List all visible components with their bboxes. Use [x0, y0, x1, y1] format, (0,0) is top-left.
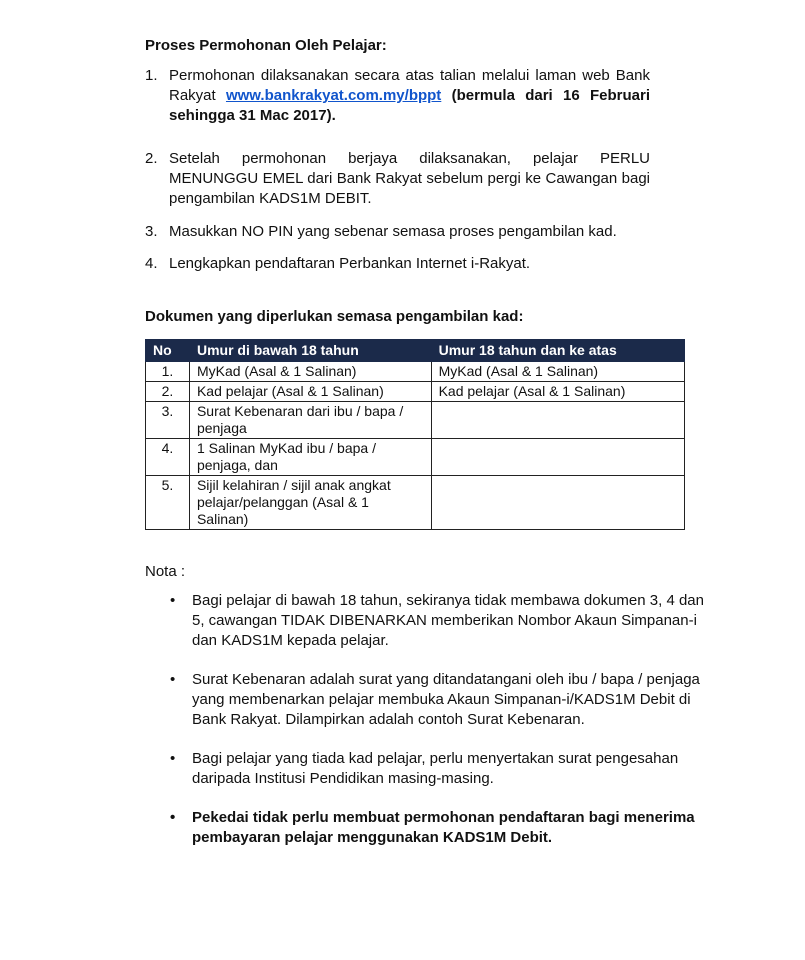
header-18-and-above: Umur 18 tahun dan ke atas	[431, 340, 684, 362]
process-steps-list	[145, 66, 650, 274]
list-item	[145, 66, 650, 126]
note-text: Pekedai tidak perlu membuat permohonan pendaftaran bagi menerima pembayaran pelajar menggunakan KADS1M Debit.	[192, 809, 695, 846]
header-under-18: Umur di bawah 18 tahun	[189, 340, 431, 362]
list-item	[145, 222, 650, 242]
step-number: 1.	[145, 67, 158, 84]
table-row	[146, 382, 685, 402]
table-row	[146, 362, 685, 382]
list-item	[145, 254, 650, 274]
cell-under-18: MyKad (Asal & 1 Salinan)	[189, 362, 431, 382]
bullet-icon: •	[170, 750, 176, 767]
step-text: Permohonan dilaksanakan secara atas talian melalui laman web Bank Rakyat	[169, 67, 650, 104]
cell-no: 5.	[146, 476, 190, 530]
cell-under-18: 1 Salinan MyKad ibu / bapa / penjaga, dan	[189, 439, 431, 476]
cell-under-18: Kad pelajar (Asal & 1 Salinan)	[189, 382, 431, 402]
cell-under-18: Sijil kelahiran / sijil anak angkat pelajar/pelanggan (Asal & 1 Salinan)	[189, 476, 431, 530]
header-no: No	[146, 340, 190, 362]
list-item	[170, 670, 715, 730]
cell-18-and-above	[431, 476, 684, 530]
step-text: Masukkan NO PIN yang sebenar semasa proses pengambilan kad.	[169, 223, 617, 240]
note-text: Bagi pelajar yang tiada kad pelajar, perlu menyertakan surat pengesahan daripada Institusi Pendidikan masing-masing.	[192, 750, 679, 787]
step-number: 4.	[145, 255, 158, 272]
table-row	[146, 439, 685, 476]
cell-18-and-above: MyKad (Asal & 1 Salinan)	[431, 362, 684, 382]
cell-no: 2.	[146, 382, 190, 402]
note-text: Surat Kebenaran adalah surat yang ditandatangani oleh ibu / bapa / penjaga yang membenarkan pelajar membuka Akaun Simpanan-i/KADS1M Debit di Bank Rakyat. Dilampirkan adalah contoh Surat Kebenaran.	[192, 671, 700, 728]
step-text: Setelah permohonan berjaya dilaksanakan, pelajar PERLU MENUNGGU EMEL dari Bank Rakyat sebelum pergi ke Cawangan bagi pengambilan KADS1M DEBIT.	[169, 150, 650, 207]
bullet-icon: •	[170, 809, 176, 826]
section-heading-process: Proses Permohonan Oleh Pelajar:	[145, 37, 387, 54]
table-row	[146, 476, 685, 530]
bank-rakyat-link[interactable]: www.bankrakyat.com.my/bppt	[225, 87, 442, 104]
cell-18-and-above	[431, 402, 684, 439]
step-number: 2.	[145, 150, 158, 167]
list-item	[170, 591, 715, 651]
table-row	[146, 402, 685, 439]
step-number: 3.	[145, 223, 158, 240]
notes-label: Nota :	[145, 563, 186, 580]
cell-18-and-above	[431, 439, 684, 476]
table-header-row	[146, 340, 685, 362]
cell-no: 3.	[146, 402, 190, 439]
section-heading-documents: Dokumen yang diperlukan semasa pengambilan kad:	[145, 308, 524, 325]
notes-list	[170, 591, 715, 867]
step-text: Lengkapkan pendaftaran Perbankan Internet i-Rakyat.	[169, 255, 531, 272]
documents-table	[145, 339, 685, 530]
list-item	[170, 808, 715, 848]
cell-18-and-above: Kad pelajar (Asal & 1 Salinan)	[431, 382, 684, 402]
note-text: Bagi pelajar di bawah 18 tahun, sekiranya tidak membawa dokumen 3, 4 dan 5, cawangan TIDAK DIBENARKAN memberikan Nombor Akaun Simpanan-i dan KADS1M kepada pelajar.	[192, 592, 704, 649]
list-item	[170, 749, 715, 789]
step-date-range: (bermula dari 16 Februari sehingga 31 Mac 2017).	[169, 87, 650, 124]
list-item	[145, 149, 650, 209]
bullet-icon: •	[170, 592, 176, 609]
cell-no: 4.	[146, 439, 190, 476]
cell-no: 1.	[146, 362, 190, 382]
cell-under-18: Surat Kebenaran dari ibu / bapa / penjaga	[189, 402, 431, 439]
bullet-icon: •	[170, 671, 176, 688]
